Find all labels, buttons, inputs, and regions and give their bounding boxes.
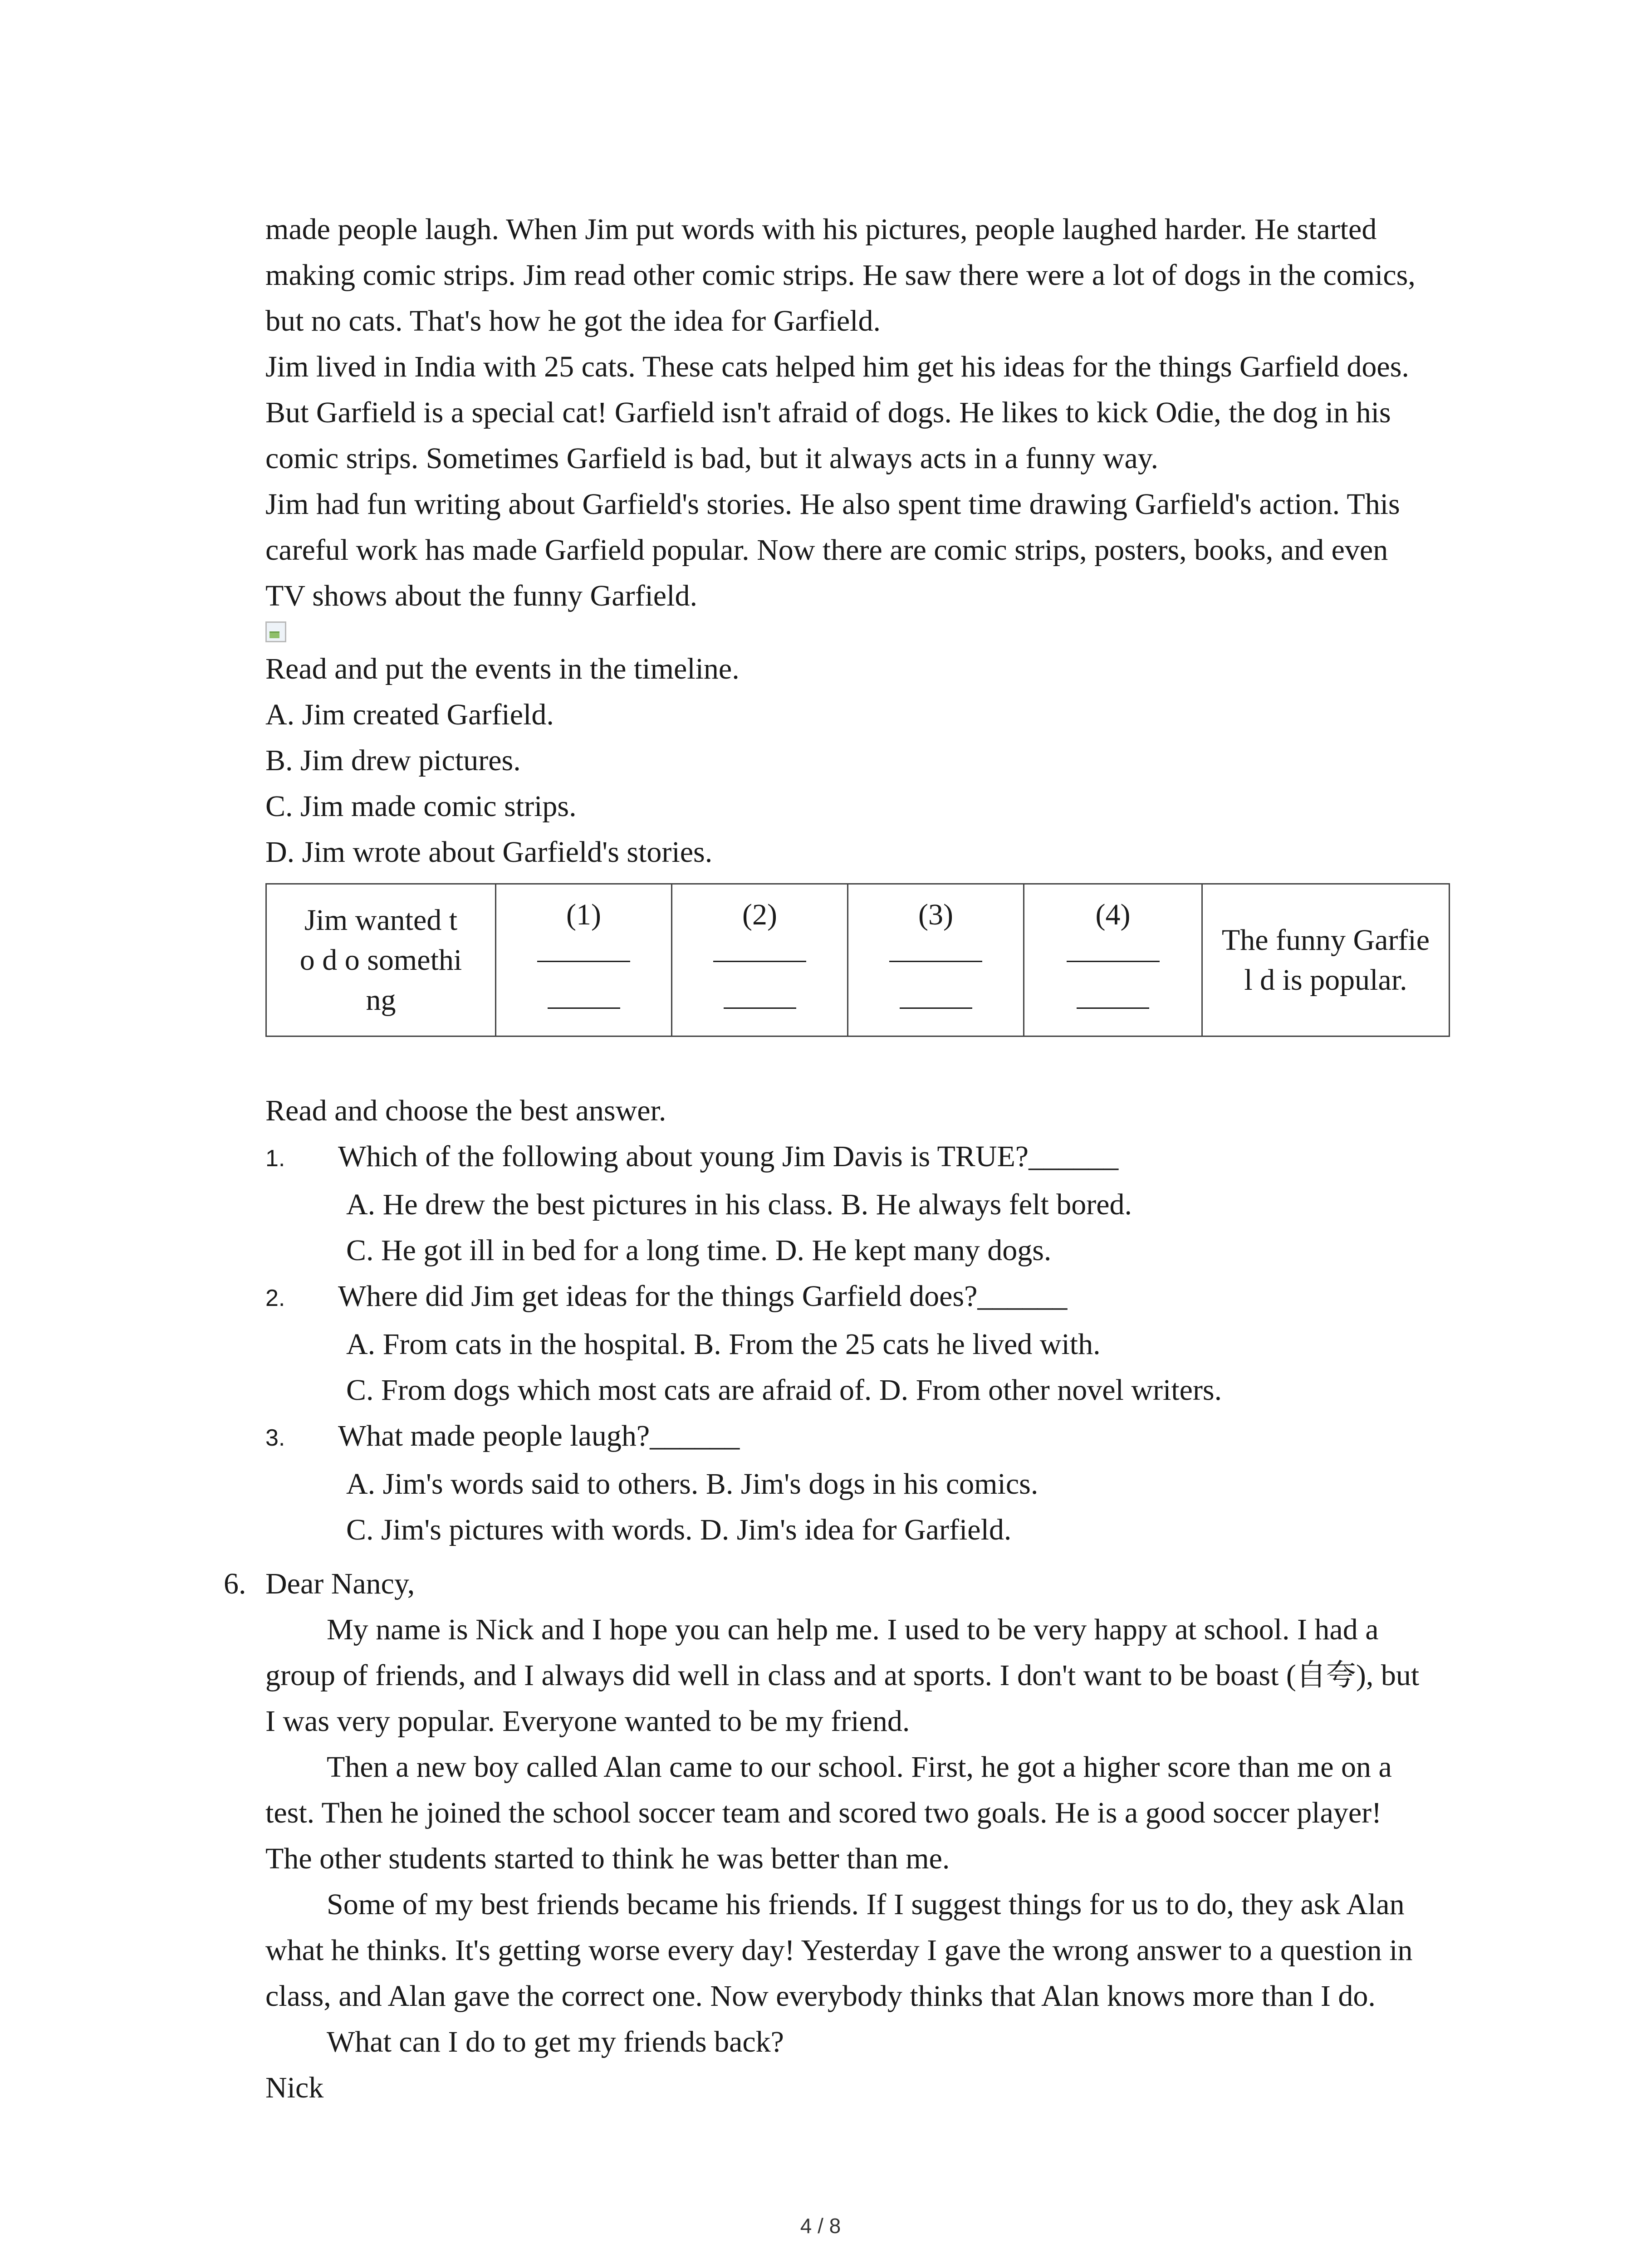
letter-salutation: Dear Nancy, — [265, 1567, 415, 1600]
question-text: Where did Jim get ideas for the things Garfield does?______ — [338, 1280, 1068, 1313]
question-number: 2. — [265, 1285, 285, 1311]
timeline-table-wrap — [265, 883, 1463, 1037]
timeline-table — [265, 883, 1450, 1037]
event-option: B. Jim drew pictures. — [265, 744, 521, 777]
answer-options: A. From cats in the hospital. B. From the 25 cats he lived with. — [346, 1328, 1101, 1361]
question-number: 1. — [265, 1145, 285, 1172]
page-content — [224, 206, 1463, 2111]
passage-line: made people laugh. When Jim put words with his pictures, people laughed harder. He started — [265, 213, 1377, 246]
task-instruction: Read and choose the best answer. — [265, 1094, 666, 1127]
answer-blank[interactable] — [1077, 1007, 1149, 1009]
timeline-row — [266, 884, 1450, 1036]
letter-line: group of friends, and I always did well in class and at sports. I don't want to be boast (自夸), but — [265, 1659, 1420, 1692]
answer-options: C. He got ill in bed for a long time. D. He kept many dogs. — [346, 1234, 1052, 1267]
answer-blank[interactable] — [724, 1007, 796, 1009]
answer-blank[interactable] — [1067, 961, 1160, 962]
event-option: C. Jim made comic strips. — [265, 790, 577, 823]
answer-blank[interactable] — [713, 961, 806, 962]
answer-options: A. Jim's words said to others. B. Jim's dogs in his comics. — [346, 1467, 1038, 1501]
question-number: 3. — [265, 1425, 285, 1451]
event-option: D. Jim wrote about Garfield's stories. — [265, 836, 713, 869]
answer-options: A. He drew the best pictures in his class. B. He always felt bored. — [346, 1188, 1132, 1221]
timeline-slot-2[interactable] — [672, 884, 848, 1036]
answer-blank[interactable] — [537, 961, 630, 962]
slot-number: (2) — [742, 898, 777, 931]
page-indicator: 4 / 8 — [800, 2214, 841, 2238]
question-1 — [265, 1134, 1463, 1273]
question-text: Which of the following about young Jim Davis is TRUE?______ — [338, 1140, 1119, 1173]
timeline-end-cell — [1202, 884, 1450, 1036]
timeline-task — [265, 646, 1463, 1037]
letter-line: Some of my best friends became his friends. If I suggest things for us to do, they ask Alan — [327, 1888, 1405, 1921]
passage-6 — [224, 1561, 1463, 2111]
passage-line: Jim lived in India with 25 cats. These cats helped him get his ideas for the things Garfield does. — [265, 350, 1409, 383]
timeline-slot-3[interactable] — [848, 884, 1024, 1036]
slot-number: (3) — [918, 898, 953, 931]
answer-blank[interactable] — [900, 1007, 972, 1009]
letter-line: test. Then he joined the school soccer team and scored two goals. He is a good soccer player! — [265, 1796, 1382, 1829]
letter-line: I was very popular. Everyone wanted to be my friend. — [265, 1705, 910, 1738]
question-3 — [265, 1413, 1463, 1553]
task-instruction: Read and put the events in the timeline. — [265, 652, 740, 685]
answer-blank[interactable] — [548, 1007, 620, 1009]
timeline-slot-4[interactable] — [1024, 884, 1202, 1036]
passage-line: making comic strips. Jim read other comic strips. He saw there were a lot of dogs in the comics, — [265, 259, 1416, 292]
choice-task — [265, 1088, 1463, 1553]
passage-line: Jim had fun writing about Garfield's stories. He also spent time drawing Garfield's action. This — [265, 488, 1400, 521]
letter-line: The other students started to think he was better than me. — [265, 1842, 950, 1875]
timeline-end-text: The funny Garfiel d is popular. — [1221, 923, 1430, 997]
timeline-start-cell — [266, 884, 496, 1036]
question-2 — [265, 1273, 1463, 1413]
passage-5 — [265, 206, 1463, 619]
slot-number: (4) — [1095, 898, 1131, 931]
passage-line: But Garfield is a special cat! Garfield isn't afraid of dogs. He likes to kick Odie, the dog in his — [265, 396, 1391, 429]
answer-blank[interactable] — [889, 961, 982, 962]
letter-line: My name is Nick and I hope you can help me. I used to be very happy at school. I had a — [327, 1613, 1379, 1646]
slot-number: (1) — [566, 898, 601, 931]
letter-line: what he thinks. It's getting worse every day! Yesterday I gave the wrong answer to a question in — [265, 1934, 1413, 1967]
broken-image-icon — [265, 621, 286, 642]
event-option: A. Jim created Garfield. — [265, 698, 554, 731]
answer-options: C. From dogs which most cats are afraid of. D. From other novel writers. — [346, 1374, 1222, 1407]
timeline-slot-1[interactable] — [496, 884, 672, 1036]
passage-line: careful work has made Garfield popular. Now there are comic strips, posters, books, and even — [265, 533, 1388, 567]
letter-line: What can I do to get my friends back? — [327, 2025, 784, 2058]
timeline-start-text: Jim wanted to d o something — [299, 903, 462, 1017]
passage-line: comic strips. Sometimes Garfield is bad, but it always acts in a funny way. — [265, 442, 1158, 475]
passage-line: but no cats. That's how he got the idea for Garfield. — [265, 304, 881, 337]
letter-line: class, and Alan gave the correct one. Now everybody thinks that Alan knows more than I do. — [265, 1980, 1376, 2013]
letter-signature: Nick — [265, 2071, 324, 2104]
letter-line: Then a new boy called Alan came to our school. First, he got a higher score than me on a — [327, 1750, 1392, 1784]
section-number: 6. — [224, 1567, 246, 1600]
passage-line: TV shows about the funny Garfield. — [265, 579, 697, 612]
question-text: What made people laugh?______ — [338, 1419, 740, 1452]
answer-options: C. Jim's pictures with words. D. Jim's idea for Garfield. — [346, 1513, 1012, 1546]
